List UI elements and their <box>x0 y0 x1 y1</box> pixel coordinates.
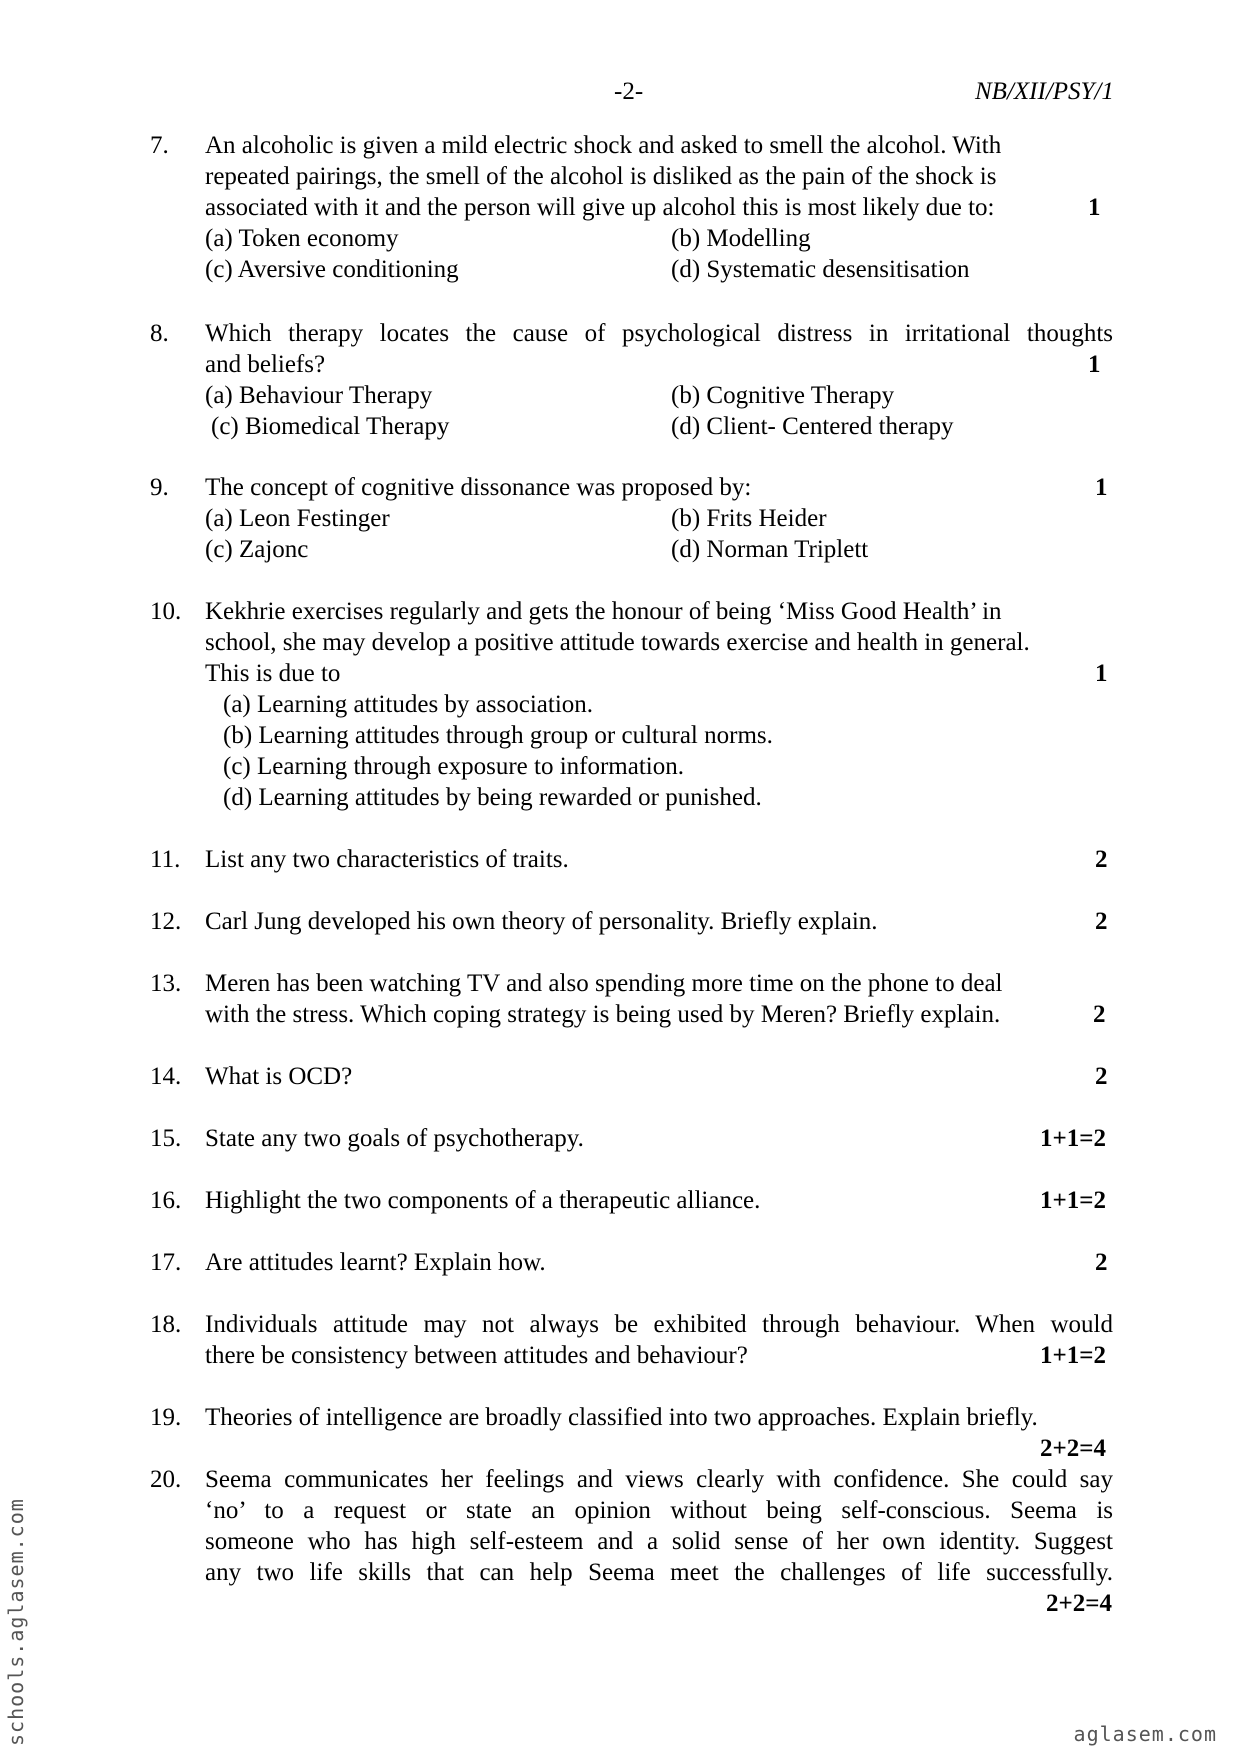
question-number: 15. <box>150 1125 182 1152</box>
question-text-line: associated with it and the person will give up alcohol this is most likely due to: <box>205 194 995 221</box>
question-text-line: and beliefs? <box>205 351 326 378</box>
question-text: Theories of intelligence are broadly classified into two approaches. Explain briefly. <box>205 1404 1038 1431</box>
option-a: (a) Behaviour Therapy <box>205 382 433 409</box>
question-text-line: Seema communicates her feelings and views clearly with confidence. She could say <box>205 1466 1113 1493</box>
question-text-line: someone who has high self-esteem and a solid sense of her own identity. Suggest <box>205 1528 1113 1555</box>
marks: 2 <box>1095 1063 1108 1090</box>
question-text-line: repeated pairings, the smell of the alcohol is disliked as the pain of the shock is <box>205 163 997 190</box>
marks: 1 <box>1088 194 1101 221</box>
question-text-line: This is due to <box>205 660 341 687</box>
marks: 2 <box>1093 1001 1106 1028</box>
question-text-line: with the stress. Which coping strategy is being used by Meren? Briefly explain. <box>205 1001 1001 1028</box>
question-text-line: any two life skills that can help Seema meet the challenges of life successfully. <box>205 1559 1113 1586</box>
option-c: (c) Biomedical Therapy <box>211 413 450 440</box>
option-c: (c) Zajonc <box>205 536 309 563</box>
question-number: 7. <box>150 132 169 159</box>
marks: 2 <box>1095 1249 1108 1276</box>
question-number: 9. <box>150 474 169 501</box>
marks: 1 <box>1095 474 1108 501</box>
question-text-line: there be consistency between attitudes and behaviour? <box>205 1342 748 1369</box>
option-a: (a) Leon Festinger <box>205 505 390 532</box>
marks: 1+1=2 <box>1040 1125 1106 1152</box>
question-text-line: Meren has been watching TV and also spending more time on the phone to deal <box>205 970 1003 997</box>
marks: 2+2=4 <box>1040 1435 1106 1462</box>
question-text: State any two goals of psychotherapy. <box>205 1125 584 1152</box>
option-b: (b) Modelling <box>671 225 811 252</box>
question-text-line: The concept of cognitive dissonance was proposed by: <box>205 474 752 501</box>
option-d: (d) Norman Triplett <box>671 536 869 563</box>
option-b: (b) Frits Heider <box>671 505 827 532</box>
question-text-line: ‘no’ to a request or state an opinion without being self-conscious. Seema is <box>205 1497 1113 1524</box>
question-text: List any two characteristics of traits. <box>205 846 569 873</box>
option-a: (a) Token economy <box>205 225 399 252</box>
option-c: (c) Aversive conditioning <box>205 256 459 283</box>
question-number: 10. <box>150 598 182 625</box>
option-b: (b) Learning attitudes through group or cultural norms. <box>223 722 773 749</box>
question-number: 11. <box>150 846 181 873</box>
question-text: What is OCD? <box>205 1063 353 1090</box>
option-c: (c) Learning through exposure to information. <box>223 753 684 780</box>
option-d: (d) Learning attitudes by being rewarded or punished. <box>223 784 762 811</box>
question-text: Carl Jung developed his own theory of personality. Briefly explain. <box>205 908 878 935</box>
watermark-left: schools.aglasem.com <box>4 1498 28 1746</box>
marks: 1+1=2 <box>1040 1187 1106 1214</box>
question-text: Highlight the two components of a therapeutic alliance. <box>205 1187 761 1214</box>
question-number: 12. <box>150 908 182 935</box>
marks: 2 <box>1095 846 1108 873</box>
question-number: 19. <box>150 1404 182 1431</box>
option-b: (b) Cognitive Therapy <box>671 382 895 409</box>
question-number: 17. <box>150 1249 182 1276</box>
question-number: 16. <box>150 1187 182 1214</box>
option-d: (d) Systematic desensitisation <box>671 256 970 283</box>
page-number: -2- <box>614 78 644 105</box>
question-number: 18. <box>150 1311 182 1338</box>
watermark-right: aglasem.com <box>1073 1722 1217 1746</box>
question-text-line: An alcoholic is given a mild electric shock and asked to smell the alcohol. With <box>205 132 1002 159</box>
question-text-line: Individuals attitude may not always be exhibited through behaviour. When would <box>205 1311 1113 1338</box>
marks: 1 <box>1088 351 1101 378</box>
option-d: (d) Client- Centered therapy <box>671 413 954 440</box>
marks: 2 <box>1095 908 1108 935</box>
question-number: 20. <box>150 1466 182 1493</box>
question-text-line: Which therapy locates the cause of psychological distress in irritational thoughts <box>205 320 1113 347</box>
marks: 2+2=4 <box>1046 1590 1112 1617</box>
option-a: (a) Learning attitudes by association. <box>223 691 594 718</box>
question-text-line: school, she may develop a positive attitude towards exercise and health in general. <box>205 629 1030 656</box>
question-number: 8. <box>150 320 169 347</box>
question-text-line: Kekhrie exercises regularly and gets the honour of being ‘Miss Good Health’ in <box>205 598 1002 625</box>
marks: 1+1=2 <box>1040 1342 1106 1369</box>
question-number: 14. <box>150 1063 182 1090</box>
paper-code: NB/XII/PSY/1 <box>975 78 1114 105</box>
marks: 1 <box>1095 660 1108 687</box>
question-text: Are attitudes learnt? Explain how. <box>205 1249 546 1276</box>
question-number: 13. <box>150 970 182 997</box>
